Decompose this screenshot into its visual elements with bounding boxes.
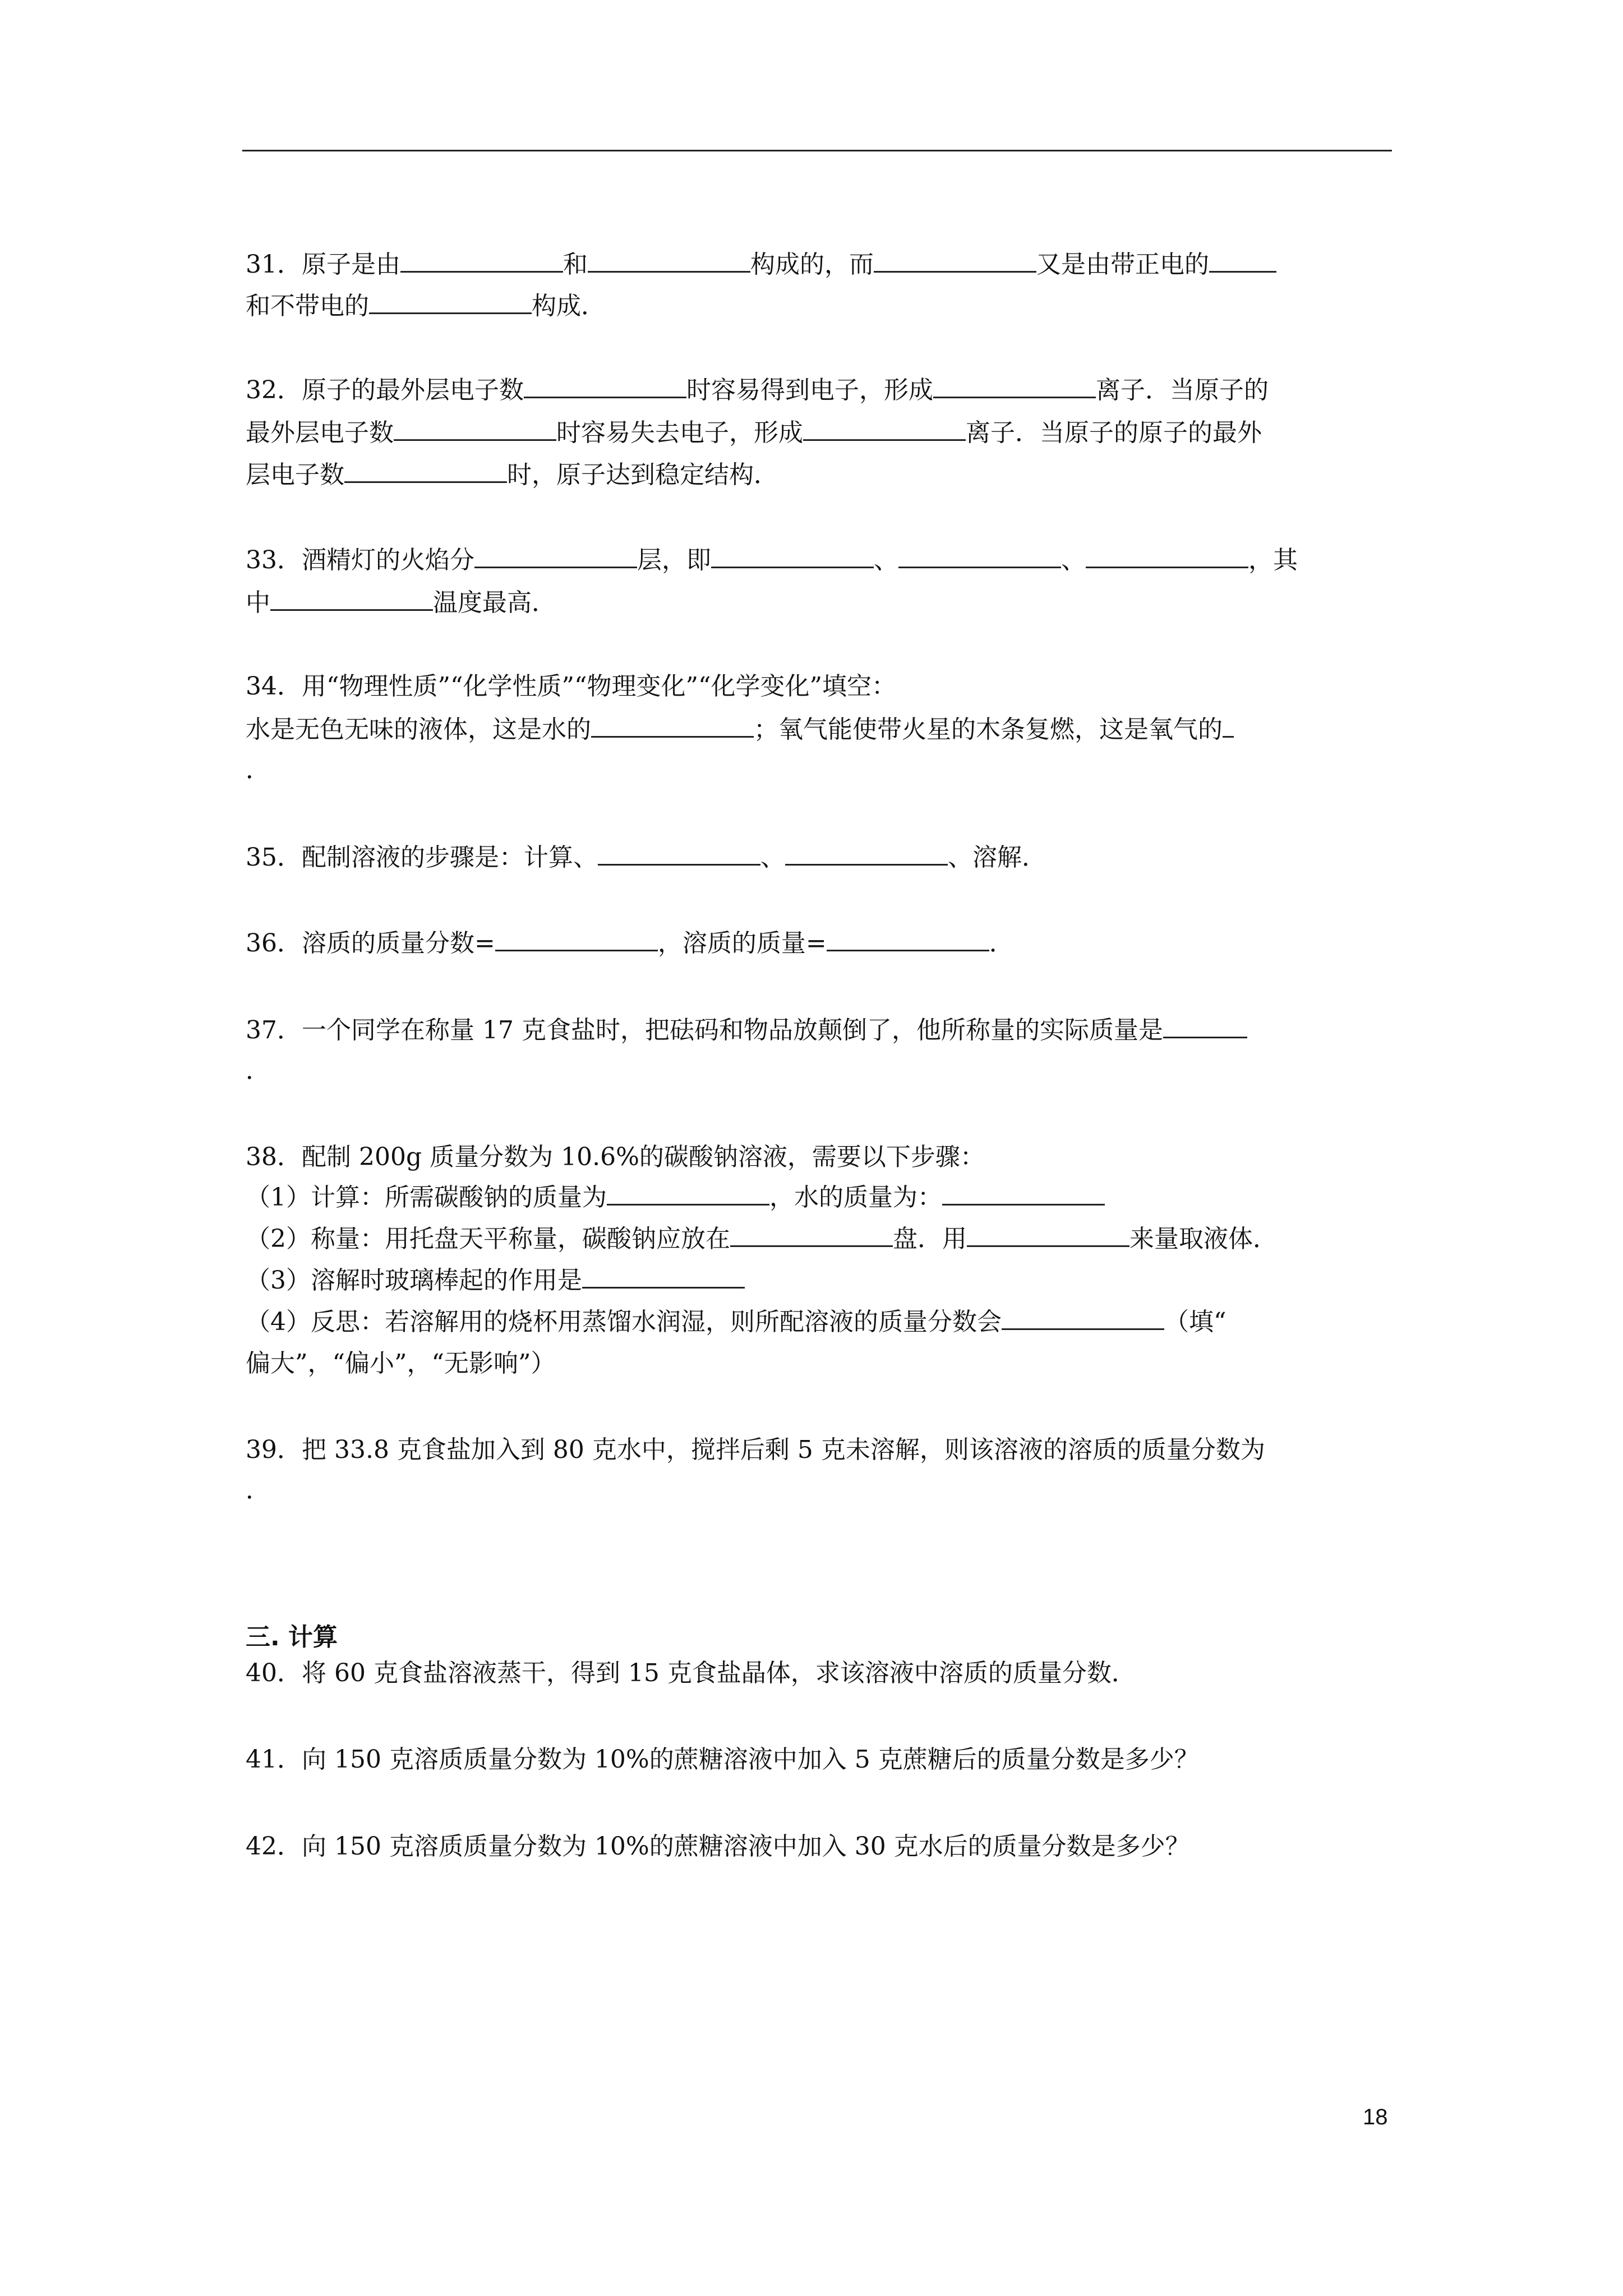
answer-blank[interactable] bbox=[400, 252, 563, 273]
answer-blank[interactable] bbox=[495, 931, 658, 951]
q38-line1: 38．配制 200g 质量分数为 10.6%的碳酸钠溶液，需要以下步骤： bbox=[246, 1143, 985, 1171]
text: 来量取液体． bbox=[1129, 1225, 1278, 1253]
answer-blank[interactable] bbox=[874, 252, 1036, 273]
q34-line2 bbox=[246, 714, 1395, 746]
answer-blank[interactable] bbox=[1002, 1309, 1164, 1330]
q32-line2 bbox=[246, 417, 1395, 449]
text: 36．溶质的质量分数= bbox=[246, 929, 495, 958]
q42: 42．向 150 克溶质质量分数为 10%的蔗糖溶液中加入 30 克水后的质量分数是多少？ bbox=[246, 1832, 1190, 1861]
answer-blank[interactable] bbox=[1163, 1018, 1247, 1038]
text: （4）反思：若溶解用的烧杯用蒸馏水润湿，则所配溶液的质量分数会 bbox=[246, 1308, 1002, 1336]
text: ． bbox=[989, 929, 1014, 958]
text: 温度最高． bbox=[433, 588, 556, 617]
text: 、溶解． bbox=[948, 843, 1046, 872]
answer-blank[interactable] bbox=[730, 1226, 893, 1247]
text: 和 bbox=[563, 250, 588, 279]
q37-line1 bbox=[246, 1014, 1395, 1046]
text: 和不带电的 bbox=[246, 292, 369, 320]
answer-blank[interactable] bbox=[942, 1185, 1105, 1205]
q38-step1 bbox=[246, 1181, 1395, 1213]
header-rule bbox=[242, 150, 1392, 151]
text: 32．原子的最外层电子数 bbox=[246, 376, 524, 404]
text: ，水的质量为： bbox=[769, 1183, 942, 1212]
text: 盘．用 bbox=[893, 1225, 967, 1253]
page-number: 18 bbox=[1363, 2105, 1388, 2129]
q38-step2 bbox=[246, 1223, 1395, 1255]
text: （1）计算：所需碳酸钠的质量为 bbox=[246, 1183, 607, 1212]
q31-line1 bbox=[246, 249, 1395, 280]
answer-blank[interactable] bbox=[598, 845, 760, 866]
answer-blank[interactable] bbox=[1223, 717, 1234, 738]
text: ；氧气能使带火星的木条复燃，这是氧气的 bbox=[754, 715, 1223, 744]
q36 bbox=[246, 927, 1395, 959]
text: 、 bbox=[874, 546, 898, 574]
text: 、 bbox=[1061, 546, 1086, 574]
q33-line1 bbox=[246, 544, 1395, 576]
text: 离子．当原子的原子的最外 bbox=[966, 418, 1262, 447]
answer-blank[interactable] bbox=[270, 590, 433, 611]
answer-blank[interactable] bbox=[1086, 547, 1248, 568]
q41: 41．向 150 克溶质质量分数为 10%的蔗糖溶液中加入 5 克蔗糖后的质量分数是多少？ bbox=[246, 1745, 1199, 1774]
q34-line3: ． bbox=[246, 756, 270, 784]
q39-line1: 39．把 33.8 克食盐加入到 80 克水中，搅拌后剩 5 克未溶解，则该溶液的溶质的质量分数为 bbox=[246, 1435, 1265, 1464]
answer-blank[interactable] bbox=[588, 252, 750, 273]
text: 37．一个同学在称量 17 克食盐时，把砝码和物品放颠倒了，他所称量的实际质量是 bbox=[246, 1016, 1163, 1045]
q40: 40．将 60 克食盐溶液蒸干，得到 15 克食盐晶体，求该溶液中溶质的质量分数． bbox=[246, 1659, 1136, 1687]
q38-step3 bbox=[246, 1264, 1395, 1296]
answer-blank[interactable] bbox=[369, 293, 532, 314]
text: 、 bbox=[760, 843, 785, 872]
answer-blank[interactable] bbox=[1209, 252, 1276, 273]
answer-blank[interactable] bbox=[582, 1268, 745, 1289]
answer-blank[interactable] bbox=[898, 547, 1061, 568]
q33-line2 bbox=[246, 587, 1395, 619]
text: 31．原子是由 bbox=[246, 250, 400, 279]
text: 时，原子达到稳定结构． bbox=[507, 461, 778, 489]
text: （填“ bbox=[1164, 1308, 1227, 1336]
q38-step4 bbox=[246, 1306, 1395, 1338]
text: 层，即 bbox=[637, 546, 711, 574]
q34-line1: 34．用“物理性质”“化学性质”“物理变化”“化学变化”填空： bbox=[246, 672, 896, 701]
text: 33．酒精灯的火焰分 bbox=[246, 546, 474, 574]
text: 中 bbox=[246, 588, 270, 617]
answer-blank[interactable] bbox=[344, 462, 507, 483]
answer-blank[interactable] bbox=[803, 420, 966, 441]
text: 时容易得到电子，形成 bbox=[686, 376, 933, 404]
answer-blank[interactable] bbox=[933, 378, 1096, 398]
q32-line1 bbox=[246, 374, 1395, 406]
answer-blank[interactable] bbox=[827, 931, 989, 951]
q37-line2: ． bbox=[246, 1056, 270, 1085]
q39-line2: ． bbox=[246, 1476, 270, 1504]
section-heading: 三. 计算 bbox=[246, 1623, 338, 1651]
q38-step4-line2: 偏大”，“偏小”，“无影响”） bbox=[246, 1349, 556, 1378]
answer-blank[interactable] bbox=[607, 1185, 769, 1205]
q35 bbox=[246, 841, 1395, 873]
answer-blank[interactable] bbox=[711, 547, 874, 568]
answer-blank[interactable] bbox=[474, 547, 637, 568]
text: 35．配制溶液的步骤是：计算、 bbox=[246, 843, 598, 872]
answer-blank[interactable] bbox=[524, 378, 686, 398]
answer-blank[interactable] bbox=[591, 717, 754, 738]
text: 又是由带正电的 bbox=[1036, 250, 1209, 279]
text: 时容易失去电子，形成 bbox=[556, 418, 803, 447]
text: 离子．当原子的 bbox=[1096, 376, 1269, 404]
text: 水是无色无味的液体，这是水的 bbox=[246, 715, 591, 744]
answer-blank[interactable] bbox=[967, 1226, 1129, 1247]
text: 构成． bbox=[532, 292, 606, 320]
text: （2）称量：用托盘天平称量，碳酸钠应放在 bbox=[246, 1225, 730, 1253]
text: 最外层电子数 bbox=[246, 418, 394, 447]
q32-line3 bbox=[246, 459, 1395, 491]
text: （3）溶解时玻璃棒起的作用是 bbox=[246, 1266, 582, 1295]
text: 构成的，而 bbox=[750, 250, 874, 279]
answer-blank[interactable] bbox=[394, 420, 556, 441]
answer-blank[interactable] bbox=[785, 845, 948, 866]
text: ，其 bbox=[1248, 546, 1298, 574]
text: ，溶质的质量= bbox=[657, 929, 827, 958]
text: 层电子数 bbox=[246, 461, 344, 489]
q31-line2 bbox=[246, 290, 1395, 322]
